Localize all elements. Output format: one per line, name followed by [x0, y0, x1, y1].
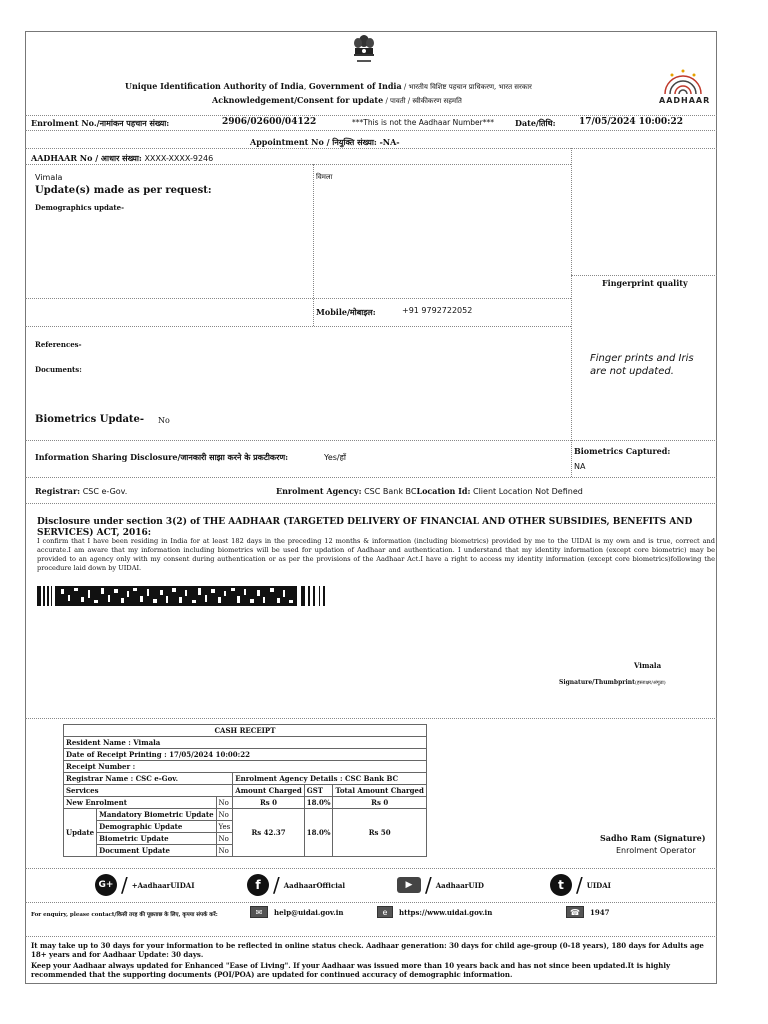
government-name: Government of India [308, 81, 402, 91]
table-row [64, 725, 427, 737]
update-item-label: Document Update [97, 845, 216, 857]
agency-line [276, 486, 583, 496]
appointment-label: Appointment No / नियुक्ति संख्या: [250, 137, 377, 147]
enrolment-label: Enrolment No./नामांकन पहचान संख्या: [31, 118, 170, 128]
receipt-registrar: Registrar Name : CSC e-Gov. [64, 773, 233, 785]
new-enrolment-flag: No [216, 797, 233, 809]
signature-label: Signature/Thumbprint [559, 679, 635, 686]
registrar-value: CSC e-Gov. [82, 487, 128, 496]
receipt-title: CASH RECEIPT [64, 725, 427, 737]
authority-name: Unique Identification Authority of India [125, 81, 304, 91]
new-enrolment-total: Rs 0 [333, 797, 426, 809]
separator-slash: / [121, 873, 128, 897]
footer-line-2: Keep your Aadhaar always updated for Enhanced "Ease of Living". If your Aadhaar was issued more than 10 years back and has not since been updated.It is highly recommended that the supporting documents (POI/POA) are updated for continued accuracy of demographic information. [31, 961, 671, 979]
signature-line [559, 679, 666, 686]
separator-slash: / [425, 873, 432, 897]
table-row [64, 761, 427, 773]
national-emblem-icon [350, 33, 378, 67]
website-contact[interactable] [377, 906, 492, 918]
update-amount: Rs 42.37 [233, 809, 304, 857]
update-item-flag: No [216, 845, 233, 857]
resident-name-en: Vimala [35, 173, 63, 182]
resident-name-hi: विमला [316, 173, 333, 181]
new-enrolment-amount: Rs 0 [233, 797, 304, 809]
new-enrolment-label: New Enrolment [64, 797, 217, 809]
separator-slash: / [273, 873, 280, 897]
sharing-value: Yes/हाँ [324, 453, 346, 462]
biometrics-captured-label: Biometrics Captured: [574, 446, 671, 456]
agency-value: CSC Bank BC [364, 487, 417, 496]
cash-receipt-table [63, 724, 427, 857]
globe-icon: e [377, 906, 393, 918]
table-row [64, 773, 427, 785]
aadhaar-number: XXXX-XXXX-9246 [144, 154, 214, 163]
aadhaar-label: AADHAAR No / आधार संख्या: [31, 153, 142, 163]
receipt-header-total: Total Amount Charged [333, 785, 426, 797]
receipt-header-gst: GST [304, 785, 333, 797]
social-twitter[interactable] [550, 873, 611, 897]
references-label: References- [35, 340, 82, 349]
aadhaar-number-line [31, 153, 213, 164]
email-address[interactable]: help@uidai.gov.in [274, 907, 344, 917]
fingerprint-quality-label: Fingerprint quality [602, 278, 688, 288]
update-item-label: Demographic Update [97, 821, 216, 833]
enquiry-text: For enquiry, please contact/किसी तरह की पूछताछ के लिए, कृपया संपर्क करें: [31, 912, 218, 918]
biometrics-not-updated: Finger prints and Iris are not updated. [590, 353, 694, 377]
signature-label-hindi: (हस्ताक्षर/अंगूठा) [634, 680, 666, 686]
disclosure-heading: Disclosure under section 3(2) of THE AADHAAR (TARGETED DELIVERY OF FINANCIAL AND OTHER SUBSIDIES, BENEFITS AND SERVICES) ACT, 2016: [37, 517, 693, 538]
mobile-value: +91 9792722052 [402, 306, 473, 315]
facebook-icon: f [247, 874, 269, 896]
authority-separator: , [303, 82, 309, 91]
biometrics-update-value: No [158, 416, 170, 425]
table-row [64, 749, 427, 761]
email-contact[interactable] [250, 906, 343, 918]
table-row [64, 785, 427, 797]
biometrics-update-label: Biometrics Update- [35, 414, 145, 425]
signature-name: Vimala [634, 661, 662, 670]
enrolment-date: 17/05/2024 10:00:22 [579, 117, 684, 127]
phone-icon: ☎ [566, 906, 584, 918]
operator-role: Enrolment Operator [616, 846, 696, 855]
footer-line-1: It may take up to 30 days for your information to be reflected in online status check. Aadhaar generation: 30 days for child age-group (0-18 years), 180 days for Adults age 18+ years and for Aadhaar Update: 30 days. [31, 941, 704, 959]
receipt-agency: Enrolment Agency Details : CSC Bank BC [233, 773, 427, 785]
twitter-icon: t [550, 874, 572, 896]
authority-hindi: / भारतीय विशिष्ट पहचान प्राधिकरण, भारत सरकार [401, 83, 532, 91]
table-row [64, 737, 427, 749]
sharing-label: Information Sharing Disclosure/जानकारी साझा करने के प्रकटीकरण: [35, 452, 289, 462]
email-icon: ✉ [250, 906, 268, 918]
social-label: UIDAI [586, 880, 611, 890]
update-label: Update [64, 809, 97, 857]
operator-name: Sadho Ram (Signature) [600, 833, 706, 843]
social-label: AadhaarUID [435, 880, 484, 890]
aadhaar-logo [655, 66, 711, 108]
social-googleplus[interactable] [95, 873, 194, 897]
google-plus-icon: G+ [95, 874, 117, 896]
ack-title-hindi: / पावती / स्वीकीकरण सहमति [383, 97, 462, 105]
phone-number: 1947 [590, 907, 610, 917]
receipt-date: Date of Receipt Printing : 17/05/2024 10:00:22 [64, 749, 427, 761]
authority-line [125, 81, 532, 92]
social-label: +AadhaarUIDAI [131, 880, 195, 890]
youtube-icon: ▶ [397, 877, 421, 893]
registrar-label: Registrar: [35, 486, 81, 496]
update-item-label: Mandatory Biometric Update [97, 809, 216, 821]
table-row [64, 809, 427, 821]
new-enrolment-gst: 18.0% [304, 797, 333, 809]
location-label: Location Id: [416, 486, 471, 496]
social-youtube[interactable] [397, 873, 484, 897]
receipt-header-services: Services [64, 785, 233, 797]
phone-contact[interactable] [566, 906, 609, 918]
receipt-header-amount: Amount Charged [233, 785, 304, 797]
ack-title: Acknowledgement/Consent for update [212, 95, 384, 105]
receipt-number: Receipt Number : [64, 761, 427, 773]
update-heading: Update(s) made as per request: [35, 185, 212, 196]
website-url[interactable]: https://www.uidai.gov.in [399, 907, 493, 917]
receipt-resident: Resident Name : Vimala [64, 737, 427, 749]
biometrics-captured-value: NA [574, 462, 586, 471]
update-gst: 18.0% [304, 809, 333, 857]
table-row [64, 797, 427, 809]
social-label: AadhaarOfficial [283, 880, 346, 890]
demographics-update: Demographics update- [35, 203, 125, 212]
appointment-line [250, 137, 400, 148]
agency-label: Enrolment Agency: [276, 486, 362, 496]
social-facebook[interactable] [247, 873, 345, 897]
update-item-flag: Yes [216, 821, 233, 833]
mobile-label: Mobile/मोबाइल: [316, 307, 376, 317]
update-item-flag: No [216, 833, 233, 845]
appointment-value: -NA- [379, 137, 400, 147]
update-item-flag: No [216, 809, 233, 821]
date-label: Date/तिथि: [515, 118, 556, 128]
update-item-label: Biometric Update [97, 833, 216, 845]
documents-label: Documents: [35, 365, 82, 374]
aadhaar-logo-text: AADHAAR [659, 96, 711, 105]
not-aadhaar-note: ***This is not the Aadhaar Number*** [352, 118, 494, 127]
disclosure-body: I confirm that I have been residing in India for at least 182 days in the preceding 12 months & information (including biometrics) provided by me to the UIDAI is my own and is true, correct and accurate.I am aware that my information including biometrics will be used for updation of Aadhaar and authentication. I understand that my identity information (except core biometric) may be provided to an agency only with my consent during authentication or as per the provisions of the Aadhaar Act.I have a right to access my identity information (except core biometrics)following the procedure laid down by UIDAI. [37, 537, 715, 572]
barcode [37, 586, 333, 606]
enrolment-number: 2906/02600/04122 [222, 117, 317, 127]
registrar-line [35, 486, 127, 496]
update-total: Rs 50 [333, 809, 426, 857]
separator-slash: / [576, 873, 583, 897]
ack-title-line [212, 95, 462, 106]
location-value: Client Location Not Defined [473, 487, 583, 496]
